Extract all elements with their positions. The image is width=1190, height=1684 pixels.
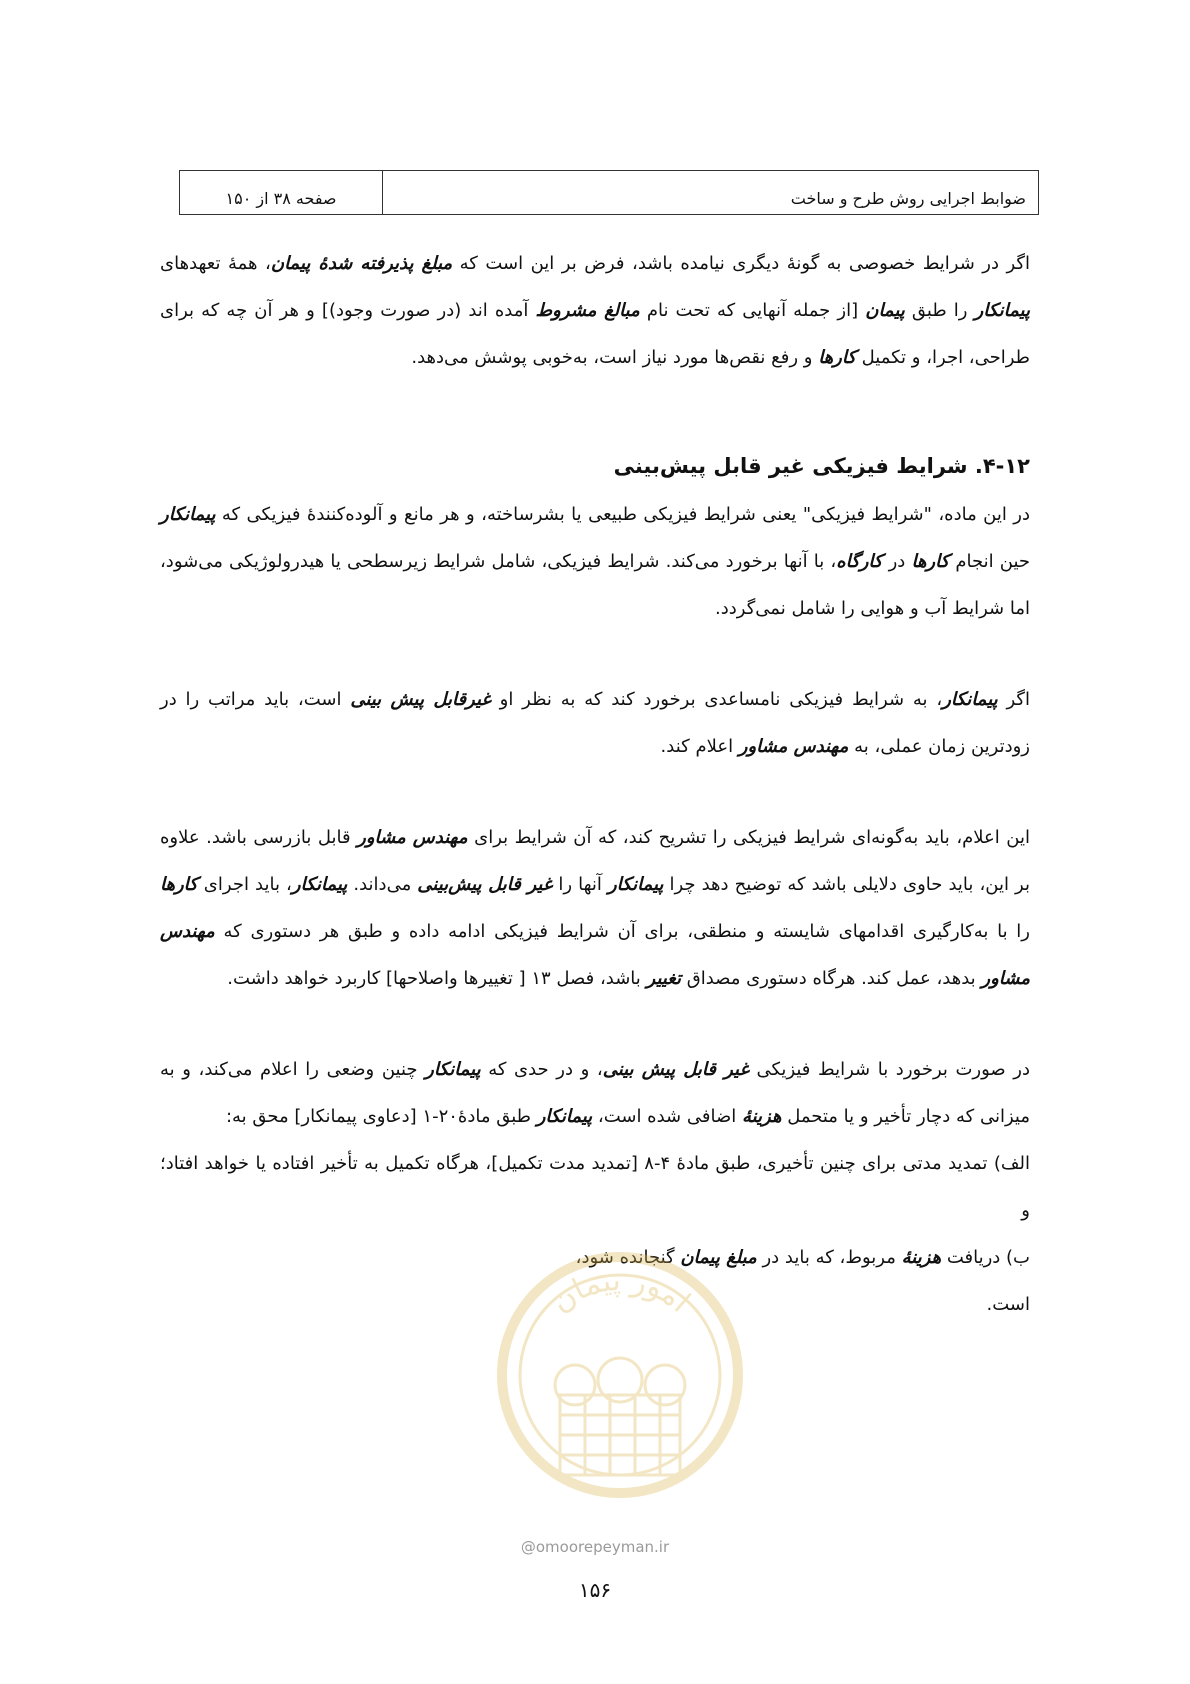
text-run: ، همۀ تعهدهای [160, 253, 271, 274]
defined-term: کارها [911, 551, 950, 572]
text-run: در [882, 551, 912, 572]
text-run: ، به شرایط فیزیکی نامساعدی برخورد کند که به نظر او [490, 689, 943, 710]
page-header-table [179, 170, 1039, 215]
defined-term: پیمانکار [291, 874, 348, 895]
text-run: بدهد، عمل کند. هرگاه دستوری مصداق [681, 968, 982, 989]
document-title: ضوابط اجرایی روش طرح و ساخت [790, 189, 1026, 208]
text-run: ، با آنها برخورد می‌کند. شرایط فیزیکی، شامل شرایط زیرسطحی یا هیدرولوژیکی می‌شود، اما شرایط آب و هوایی را شامل نمی‌گردد. [160, 551, 1030, 619]
text-run: را طبق [904, 300, 975, 321]
defined-term: غیرقابل پیش بینی [350, 689, 491, 710]
text-run: ، و در حدی که [480, 1059, 603, 1080]
defined-term: پیمانکار [974, 300, 1030, 321]
at-icon: @ [520, 1538, 536, 1556]
text-run: اگر در شرایط خصوصی به گونۀ دیگری نیامده باشد، فرض بر این است که [452, 253, 1030, 274]
defined-term: مبلغ پیمان [680, 1247, 757, 1268]
text-run: اضافی شده است، [592, 1106, 742, 1127]
page-number: ۱۵۶ [578, 1578, 612, 1602]
site-text: omoorepeyman.ir [535, 1538, 670, 1556]
text-run: می‌داند. [347, 874, 418, 895]
text-run: باشد، فصل ۱۳ [ تغییرها واصلاحها] کاربرد خواهد داشت. [227, 968, 647, 989]
list-item-cost [160, 1234, 1030, 1281]
section-heading: ۴-۱۲. شرایط فیزیکی غیر قابل پیش‌بینی [613, 454, 1030, 478]
text-run: آمده اند (در صورت وجود)] و هر آن چه که برای طراحی، اجرا، و تکمیل [160, 300, 1030, 368]
paragraph-physical-conditions-definition [160, 491, 1030, 632]
defined-term: هزینۀ [901, 1247, 942, 1268]
text-run: طبق مادۀ۲۰-۱ [دعاوی پیمانکار] محق به: [225, 1106, 537, 1127]
defined-term: پیمانکار [160, 504, 216, 525]
text-run: در این ماده، "شرایط فیزیکی" یعنی شرایط فیزیکی طبیعی یا بشرساخته، و هر مانع و آلوده‌کنندۀ فیزیکی که [215, 504, 1030, 525]
paragraph-notice-content [160, 814, 1030, 1002]
text-run: را با به‌کارگیری اقدامهای شایسته و منطقی، برای آن شرایط فیزیکی ادامه داده و طبق هر دستوری که [214, 921, 1030, 942]
defined-term: هزینۀ [741, 1106, 782, 1127]
defined-term: مهندس مشاور [738, 736, 849, 757]
defined-term: پیمانکار [607, 874, 664, 895]
defined-term: مبلغ پذیرفته شدۀ پیمان [270, 253, 453, 274]
text-run: اعلام کند. [660, 736, 739, 757]
text-run: آنها را [552, 874, 608, 895]
defined-term: پیمانکار [536, 1106, 593, 1127]
text-run: این اعلام، باید به‌گونه‌ای شرایط فیزیکی را تشریح کند، که آن شرایط برای [467, 827, 1030, 848]
defined-term: پیمان [865, 300, 905, 321]
paragraph-contractor-notice [160, 676, 1030, 770]
text-run: [از جمله آنهایی که تحت نام [639, 300, 866, 321]
page-of-total: صفحه ۳۸ از ۱۵۰ [180, 171, 383, 214]
defined-term: مهندس مشاور [160, 921, 1030, 989]
text-run: مربوط، که باید در [756, 1247, 902, 1268]
defined-term: غیر قابل پیش‌بینی [417, 874, 553, 895]
text-run: حین انجام [949, 551, 1031, 572]
defined-term: پیمانکار [942, 689, 998, 710]
text-run: قابل بازرسی باشد. علاوه بر این، باید حاوی دلایلی باشد که توضیح دهد چرا [160, 827, 1031, 895]
closing-word: است. [986, 1294, 1030, 1315]
text-run: چنین وضعی را اعلام می‌کند، و به میزانی که دچار تأخیر و یا متحمل [160, 1059, 1030, 1127]
defined-term: کارها [818, 347, 856, 368]
defined-term: تغییر [646, 968, 682, 989]
defined-term: مبالغ مشروط [535, 300, 640, 321]
defined-term: پیمانکار [425, 1059, 481, 1080]
list-item-extension-of-time: الف) تمدید مدتی برای چنین تأخیری، طبق مادۀ ۴-۸ [تمدید مدت تکمیل]، هرگاه تکمیل به تأخیر افتاده یا خواهد افتاد؛ و [160, 1153, 1030, 1221]
text-run: و رفع نقص‌ها مورد نیاز است، به‌خوبی پوشش می‌دهد. [411, 347, 819, 368]
document-body [160, 240, 1030, 1328]
defined-term: کارها [160, 874, 198, 895]
text-run: ب) دریافت [941, 1247, 1030, 1268]
text-run: گنجانده شود، [575, 1247, 681, 1268]
text-run: در صورت برخورد با شرایط فیزیکی [748, 1059, 1031, 1080]
defined-term: مهندس مشاور [357, 827, 468, 848]
watermark-arc-text: امور پیمان [544, 1262, 697, 1320]
defined-term: غیر قابل پیش بینی [602, 1059, 749, 1080]
paragraph-entitlement [160, 1046, 1030, 1140]
text-run: اگر [997, 689, 1030, 710]
watermark-site-url [500, 1538, 690, 1556]
defined-term: کارگاه [836, 551, 883, 572]
text-run: است، باید مراتب را در زودترین زمان عملی، به [160, 689, 1030, 757]
paragraph-contract-price [160, 240, 1030, 381]
text-run: ، باید اجرای [197, 874, 292, 895]
